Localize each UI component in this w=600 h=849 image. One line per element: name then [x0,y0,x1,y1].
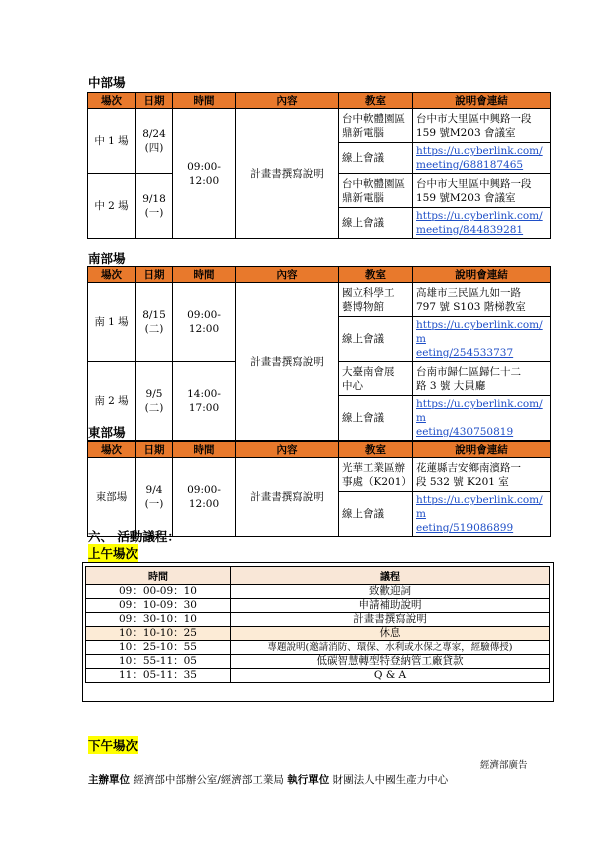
agenda-item: Q & A [231,669,550,683]
session-address: 台中市大里區中興路一段 159 號M203 會議室 [413,174,551,208]
session-date: 9/18 (一) [136,174,173,239]
meeting-link[interactable]: https://u.cyberlink.com/m eeting/519086899 [416,494,543,534]
col-header-time: 時間 [173,442,236,458]
session-room: 光華工業區辦 事處（K201） [339,458,413,492]
session-name: 南 1 場 [88,283,136,362]
agenda-time: 09：30-10：10 [86,613,231,627]
organizer-label: 主辦單位 [88,774,130,786]
agenda-item: 申請補助說明 [231,599,550,613]
session-date: 8/15 (二) [136,283,173,362]
agenda-item: 致歡迎詞 [231,585,550,599]
col-header-date: 日期 [136,442,173,458]
executor-label: 執行單位 [287,774,330,786]
south-section-title: 南部場 [88,251,126,266]
session-date: 9/5 (二) [136,362,173,441]
agenda-time: 10：25-10：55 [86,641,231,655]
agenda-item: 休息 [231,627,550,641]
session-room: 台中軟體園區 鼎新電腦 [339,174,413,208]
agenda-time: 09：00-09：10 [86,585,231,599]
meeting-link[interactable]: https://u.cyberlink.com/ meeting/844839281 [416,210,543,236]
online-meeting-label: 線上會議 [339,208,413,239]
session-address: 台中市大里區中興路一段 159 號M203 會議室 [413,109,551,143]
session-name: 東部場 [88,458,136,537]
central-section-title: 中部場 [88,75,126,90]
session-date: 8/24 (四) [136,109,173,174]
meeting-link[interactable]: https://u.cyberlink.com/m eeting/254533737 [416,319,543,359]
east-section-title: 東部場 [88,425,126,440]
col-header-session: 場次 [88,93,136,109]
agenda-heading: 六、 活動議程： [88,529,180,544]
agenda-time: 10：10-10：25 [86,627,231,641]
online-meeting-label: 線上會議 [339,317,413,362]
session-time: 09:00- 12:00 [173,109,236,239]
col-header-link: 說明會連結 [413,267,551,283]
col-header-room: 教室 [339,93,413,109]
agenda-time: 09：10-09：30 [86,599,231,613]
online-meeting-label: 線上會議 [339,492,413,537]
session-address: 花蓮縣吉安鄉南濱路一 段 532 號 K201 室 [413,458,551,492]
footer-credits [88,772,448,787]
col-header-content: 內容 [236,267,339,283]
col-header-time: 時間 [173,93,236,109]
session-time: 09:00- 12:00 [173,283,236,362]
col-header-date: 日期 [136,267,173,283]
col-header-room: 教室 [339,267,413,283]
online-meeting-label: 線上會議 [339,396,413,441]
agenda-item: 計畫書撰寫說明 [231,613,550,627]
session-content: 計畫書撰寫說明 [236,109,339,239]
agenda-col-item: 議程 [231,567,550,585]
session-room: 國立科學工 藝博物館 [339,283,413,317]
col-header-session: 場次 [88,267,136,283]
online-meeting-label: 線上會議 [339,143,413,174]
session-time: 09:00- 12:00 [173,458,236,537]
col-header-content: 內容 [236,442,339,458]
executor: 財團法人中國生產力中心 [332,774,449,786]
col-header-content: 內容 [236,93,339,109]
session-name: 中 1 場 [88,109,136,174]
agenda-item: 低碳智慧轉型特登納管工廠貸款 [231,655,550,669]
session-name: 中 2 場 [88,174,136,239]
col-header-time: 時間 [173,267,236,283]
col-header-link: 說明會連結 [413,93,551,109]
session-room: 大臺南會展 中心 [339,362,413,396]
agenda-time: 11：05-11：35 [86,669,231,683]
session-content: 計畫書撰寫說明 [236,283,339,441]
session-name: 南 2 場 [88,362,136,441]
session-address: 台南市歸仁區歸仁十二 路 3 號 大員廳 [413,362,551,396]
organizer: 經濟部中部辦公室/經濟部工業局 [133,774,284,786]
agenda-col-time: 時間 [86,567,231,585]
session-address: 高雄市三民區九如一路 797 號 S103 階梯教室 [413,283,551,317]
meeting-link[interactable]: https://u.cyberlink.com/ meeting/688187465 [416,145,543,171]
col-header-session: 場次 [88,442,136,458]
morning-session-label: 上午場次 [88,546,139,561]
agenda-time: 10：55-11：05 [86,655,231,669]
meeting-link[interactable]: https://u.cyberlink.com/m eeting/430750819 [416,398,543,438]
south-sessions-table [87,266,551,441]
agenda-item: 專題說明(邀請消防、環保、水利或水保之專家，經驗傳授) [231,641,550,655]
session-content: 計畫書撰寫說明 [236,458,339,537]
afternoon-session-label: 下午場次 [88,738,139,753]
central-sessions-table [87,92,551,239]
session-time: 14:00- 17:00 [173,362,236,441]
col-header-link: 說明會連結 [413,442,551,458]
session-date: 9/4 (一) [136,458,173,537]
agenda-table [85,566,550,683]
col-header-date: 日期 [136,93,173,109]
ad-note: 經濟部廣告 [480,760,528,771]
col-header-room: 教室 [339,442,413,458]
east-sessions-table [87,441,551,537]
session-room: 台中軟體園區 鼎新電腦 [339,109,413,143]
